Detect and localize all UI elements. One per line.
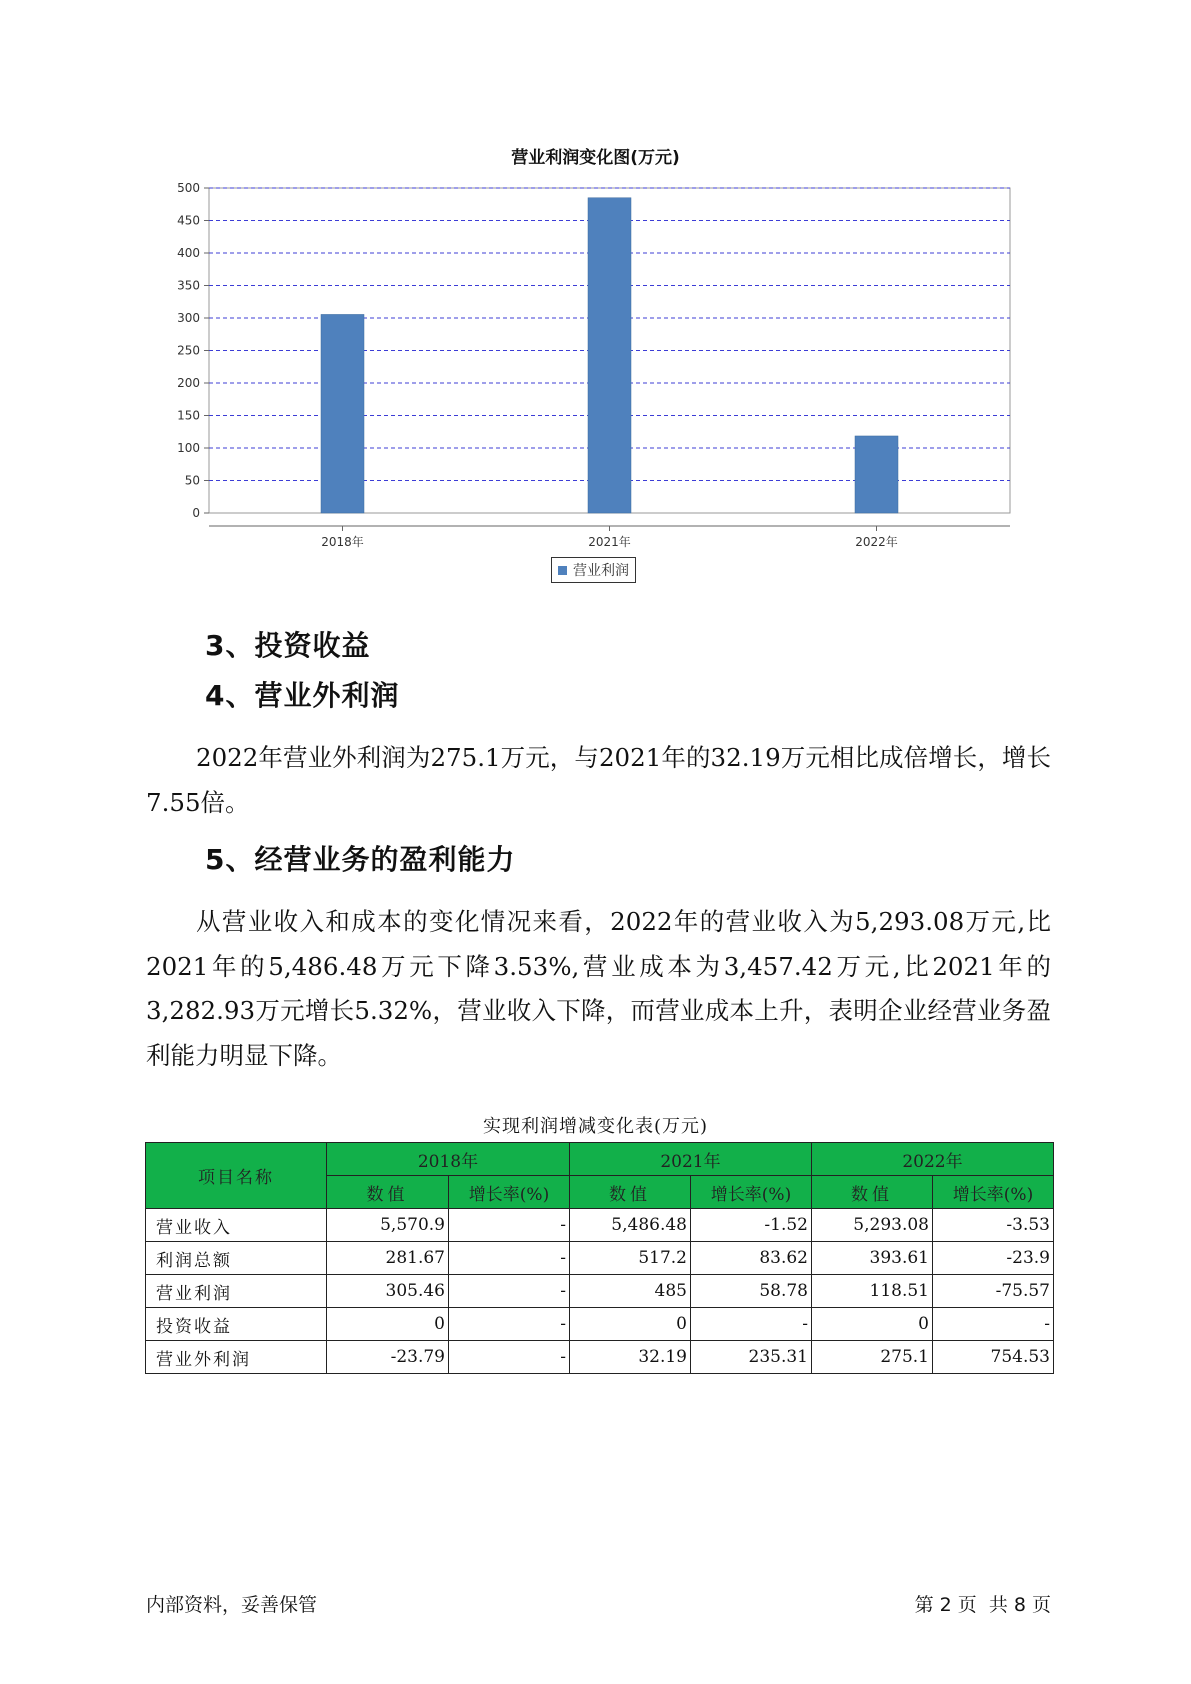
growth-rate-cell: -3.53 xyxy=(933,1209,1054,1242)
legend-swatch xyxy=(558,566,567,575)
value-cell: 305.46 xyxy=(327,1275,449,1308)
heading-investment-income: 3、投资收益 xyxy=(205,629,371,662)
value-cell: -23.79 xyxy=(327,1341,449,1374)
y-tick-label: 200 xyxy=(177,376,200,390)
value-cell: 5,293.08 xyxy=(812,1209,933,1242)
row-label: 营业收入 xyxy=(146,1209,327,1242)
value-cell: 0 xyxy=(327,1308,449,1341)
row-label: 利润总额 xyxy=(146,1242,327,1275)
growth-rate-cell: - xyxy=(449,1341,570,1374)
growth-rate-cell: -1.52 xyxy=(691,1209,812,1242)
legend-label: 营业利润 xyxy=(573,563,629,579)
y-tick-label: 0 xyxy=(192,506,200,520)
y-tick-label: 300 xyxy=(177,311,200,325)
header-growth-rate: 增长率(%) xyxy=(691,1176,812,1209)
table-row xyxy=(146,1341,1054,1374)
x-tick-label: 2022年 xyxy=(855,535,898,549)
table-row xyxy=(146,1209,1054,1242)
table-caption: 实现利润增减变化表(万元) xyxy=(482,1116,709,1137)
growth-rate-cell: -23.9 xyxy=(933,1242,1054,1275)
value-cell: 275.1 xyxy=(812,1341,933,1374)
growth-rate-cell: 58.78 xyxy=(691,1275,812,1308)
chart-legend xyxy=(551,557,636,583)
heading-profitability: 5、经营业务的盈利能力 xyxy=(205,843,516,876)
growth-rate-cell: - xyxy=(449,1308,570,1341)
header-year-2021: 2021年 xyxy=(570,1143,812,1176)
growth-rate-cell: - xyxy=(933,1308,1054,1341)
row-label: 投资收益 xyxy=(146,1308,327,1341)
growth-rate-cell: - xyxy=(449,1242,570,1275)
footer-confidential-note: 内部资料，妥善保管 xyxy=(146,1594,318,1616)
paragraph-non-operating-profit: 2022年营业外利润为275.1万元，与2021年的32.19万元相比成倍增长，增长7.55倍。 xyxy=(146,743,1051,817)
table-row xyxy=(146,1242,1054,1275)
bar xyxy=(588,198,631,513)
value-cell: 118.51 xyxy=(812,1275,933,1308)
header-value: 数值 xyxy=(812,1176,933,1209)
growth-rate-cell: 83.62 xyxy=(691,1242,812,1275)
value-cell: 281.67 xyxy=(327,1242,449,1275)
y-tick-label: 400 xyxy=(177,246,200,260)
value-cell: 0 xyxy=(570,1308,691,1341)
y-tick-label: 500 xyxy=(177,181,200,195)
y-tick-label: 50 xyxy=(184,473,200,488)
profit-change-table xyxy=(145,1142,1054,1374)
bar xyxy=(855,436,898,513)
header-value: 数值 xyxy=(327,1176,449,1209)
header-growth-rate: 增长率(%) xyxy=(933,1176,1054,1209)
value-cell: 393.61 xyxy=(812,1242,933,1275)
header-item-name: 项目名称 xyxy=(146,1143,327,1209)
value-cell: 5,570.9 xyxy=(327,1209,449,1242)
value-cell: 5,486.48 xyxy=(570,1209,691,1242)
y-tick-label: 100 xyxy=(177,441,200,455)
footer-page-number: 第 2 页 共 8 页 xyxy=(914,1594,1051,1616)
growth-rate-cell: 754.53 xyxy=(933,1341,1054,1374)
heading-non-operating-profit: 4、营业外利润 xyxy=(205,679,400,712)
growth-rate-cell: - xyxy=(449,1275,570,1308)
value-cell: 0 xyxy=(812,1308,933,1341)
x-tick-label: 2021年 xyxy=(588,535,631,549)
y-tick-label: 250 xyxy=(177,343,200,358)
value-cell: 517.2 xyxy=(570,1242,691,1275)
table-row xyxy=(146,1308,1054,1341)
x-tick-label: 2018年 xyxy=(321,535,364,549)
table-row xyxy=(146,1275,1054,1308)
y-tick-label: 150 xyxy=(177,408,200,423)
row-label: 营业利润 xyxy=(146,1275,327,1308)
header-value: 数值 xyxy=(570,1176,691,1209)
row-label: 营业外利润 xyxy=(146,1341,327,1374)
bar-chart xyxy=(0,0,1191,600)
growth-rate-cell: - xyxy=(449,1209,570,1242)
header-year-2018: 2018年 xyxy=(327,1143,570,1176)
value-cell: 485 xyxy=(570,1275,691,1308)
value-cell: 32.19 xyxy=(570,1341,691,1374)
bar xyxy=(321,314,364,513)
chart-title: 营业利润变化图(万元) xyxy=(511,148,680,168)
header-growth-rate: 增长率(%) xyxy=(449,1176,570,1209)
y-tick-label: 350 xyxy=(177,278,200,293)
header-year-2022: 2022年 xyxy=(812,1143,1054,1176)
paragraph-profitability: 从营业收入和成本的变化情况来看，2022年的营业收入为5,293.08万元,比2021年的5,486.48万元下降3.53%,营业成本为3,457.42万元,比2021年的3,282.93万元增长5.32%，营业收入下降，而营业成本上升，表明企业经营业务盈利能力明显下降。 xyxy=(146,907,1051,1070)
growth-rate-cell: - xyxy=(691,1308,812,1341)
growth-rate-cell: -75.57 xyxy=(933,1275,1054,1308)
y-tick-label: 450 xyxy=(177,213,200,228)
growth-rate-cell: 235.31 xyxy=(691,1341,812,1374)
